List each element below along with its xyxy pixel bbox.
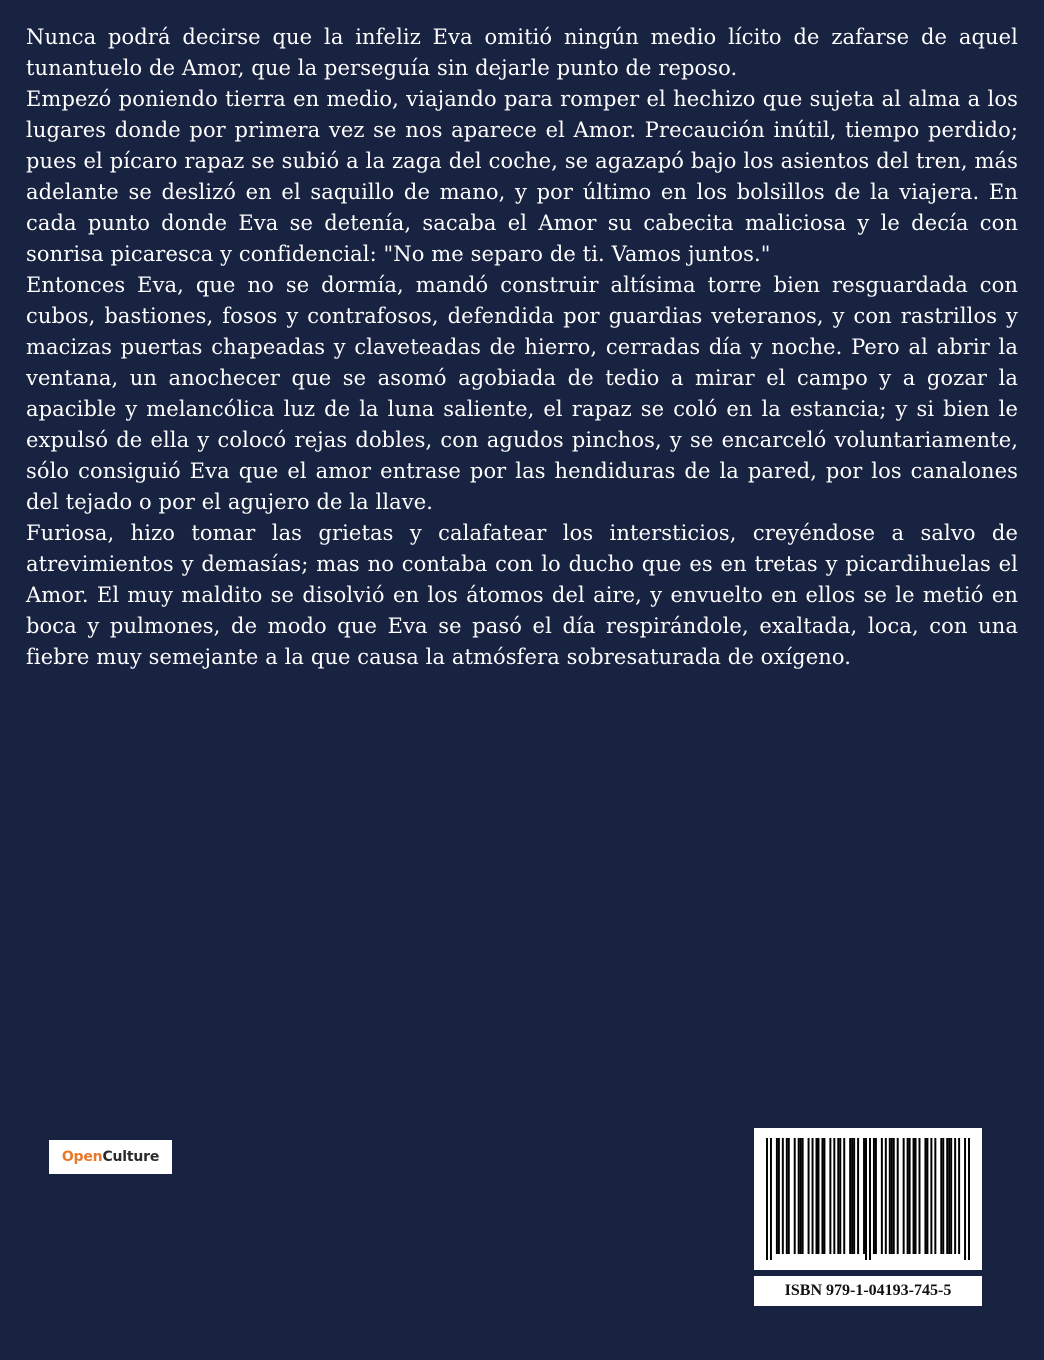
barcode-bar [893,1138,895,1254]
barcode [754,1128,982,1270]
barcode-bar [950,1138,952,1254]
barcode-bar [853,1138,855,1254]
barcode-bar [766,1138,768,1260]
barcode-bar [934,1138,936,1254]
barcode-bar [788,1138,790,1254]
barcode-bar [863,1138,865,1254]
barcode-bar [891,1138,893,1254]
barcode-bar [930,1138,932,1254]
barcode-bar [869,1138,871,1260]
barcode-bar [940,1138,942,1254]
logo-part-open: Open [61,1149,103,1165]
barcode-bar [778,1138,780,1254]
barcode-bar [808,1138,810,1254]
barcode-bar [786,1138,788,1254]
barcode-bar [821,1138,823,1254]
barcode-bar [837,1138,839,1254]
barcode-bar [794,1138,796,1254]
barcode-bar [919,1138,921,1254]
barcode-bar [885,1138,887,1254]
logo-part-culture: Culture [102,1149,160,1165]
barcode-bar [964,1138,966,1260]
barcode-bar [954,1138,956,1254]
barcode-bar [915,1138,917,1254]
barcode-bar [843,1138,845,1254]
barcode-bar [816,1138,818,1254]
barcode-bar [851,1138,853,1254]
barcode-bar [798,1138,800,1254]
barcode-bar [909,1138,911,1254]
barcode-bar [802,1138,804,1254]
barcode-bar [839,1138,841,1254]
barcode-bars [766,1138,970,1260]
barcode-bar [897,1138,899,1254]
barcode-bar [873,1138,875,1254]
barcode-bar [857,1138,859,1254]
blurb-paragraph-4: Furiosa, hizo tomar las grietas y calafatear los intersticios, creyéndose a salvo de atrevimientos y demasías; mas no contaba con lo ducho que es en tretas y picardihuelas el Amor. El muy maldito se disolvió en los átomos del aire, y envuelto en ellos se le metió en boca y pulmones, de modo que Eva se pasó el día respirándole, exaltada, loca, con una fiebre muy semejante a la que causa la atmósfera sobresaturada de oxígeno. [26,521,1018,669]
barcode-bar [829,1138,831,1254]
barcode-bar [889,1138,891,1254]
barcode-bar [782,1138,784,1254]
barcode-bar [942,1138,944,1254]
barcode-bar [946,1138,948,1254]
barcode-bar [812,1138,814,1254]
barcode-bar [968,1138,970,1260]
barcode-bar [881,1138,883,1254]
blurb-paragraph-3: Entonces Eva, que no se dormía, mandó construir altísima torre bien resguardada con cubos, bastiones, fosos y contrafosos, defendida por guardias veteranos, y con rastrillos y macizas puertas chapeadas y claveteadas de hierro, cerradas día y noche. Pero al abrir la ventana, un anochecer que se asomó agobiada de tedio a mirar el campo y a gozar la apacible y melancólica luz de la luna saliente, el rapaz se coló en la estancia; y si bien le expulsó de ella y colocó rejas dobles, con agudos pinchos, y se encarceló voluntariamente, sólo consiguió Eva que el amor entrase por las hendiduras de la pared, por los canalones del tejado o por el agujero de la llave. [26,273,1018,514]
barcode-bar [770,1138,772,1260]
isbn-label: ISBN 979-1-04193-745-5 [754,1276,982,1306]
barcode-bar [958,1138,960,1254]
barcode-bar [903,1138,905,1254]
barcode-bar [926,1138,928,1254]
barcode-bar [833,1138,835,1254]
barcode-bar [865,1138,867,1260]
barcode-bar [823,1138,825,1254]
barcode-bar [875,1138,877,1254]
blurb-text [26,22,1018,673]
barcode-bar [913,1138,915,1254]
barcode-bar [907,1138,909,1254]
blurb-paragraph-1: Nunca podrá decirse que la infeliz Eva omitió ningún medio lícito de zafarse de aquel tunantuelo de Amor, que la perseguía sin dejarle punto de reposo. [26,25,1018,80]
publisher-logo [49,1140,172,1174]
barcode-bar [849,1138,851,1254]
barcode-bar [948,1138,950,1254]
barcode-bar [800,1138,802,1254]
barcode-bar [776,1138,778,1254]
blurb-paragraph-2: Empezó poniendo tierra en medio, viajando para romper el hechizo que sujeta al alma a los lugares donde por primera vez se nos aparece el Amor. Precaución inútil, tiempo perdido; pues el pícaro rapaz se subió a la zaga del coche, se agazapó bajo los asientos del tren, más adelante se deslizó en el saquillo de mano, y por último en los bolsillos de la viajera. En cada punto donde Eva se detenía, sacaba el Amor su cabecita maliciosa y le decía con sonrisa picaresca y confidencial: "No me separo de ti. Vamos juntos." [26,87,1018,266]
barcode-bar [818,1138,820,1254]
barcode-bar [924,1138,926,1254]
